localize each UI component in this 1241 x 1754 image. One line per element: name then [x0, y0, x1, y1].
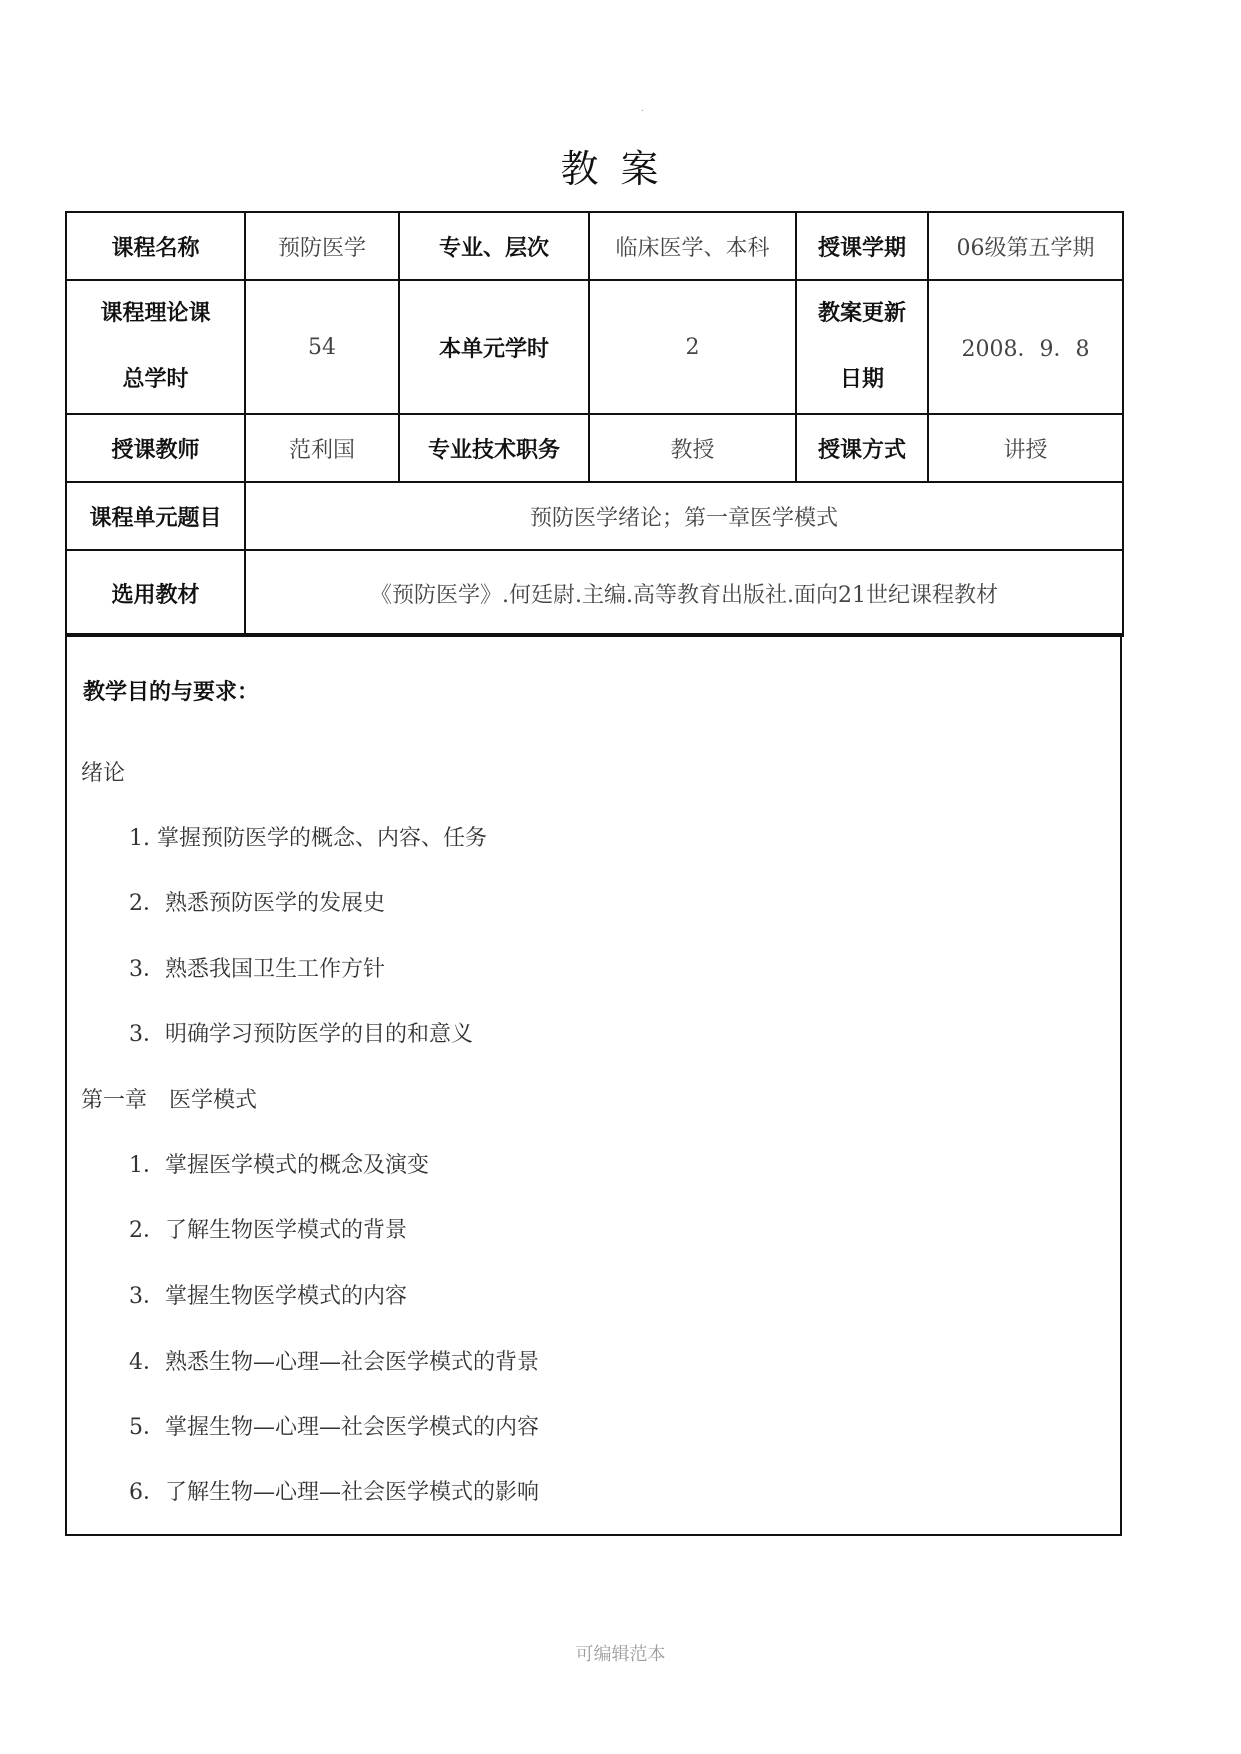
info-row-course	[66, 212, 1123, 280]
unit-hours-label: 本单元学时	[399, 280, 589, 414]
course-name-label: 课程名称	[66, 212, 245, 280]
semester-value: 06级第五学期	[928, 212, 1123, 280]
chapter-item: 1．掌握医学模式的概念及演变	[129, 1153, 429, 1178]
unit-topic-label: 课程单元题目	[66, 482, 245, 550]
info-row-unit-topic	[66, 482, 1123, 550]
update-date-value: 2008．9．8	[928, 280, 1123, 414]
page-footer: 可编辑范本	[575, 1644, 666, 1665]
intro-heading: 绪论	[81, 761, 126, 786]
textbook-label: 选用教材	[66, 550, 245, 636]
chapter-item: 5．掌握生物—心理—社会医学模式的内容	[129, 1415, 539, 1440]
chapter-item: 6．了解生物—心理—社会医学模式的影响	[129, 1480, 539, 1505]
intro-item: 3．明确学习预防医学的目的和意义	[129, 1022, 473, 1047]
intro-item: 3．熟悉我国卫生工作方针	[129, 957, 385, 982]
teaching-method-label: 授课方式	[796, 414, 928, 482]
intro-item: 2．熟悉预防医学的发展史	[129, 891, 385, 916]
chapter-item: 2．了解生物医学模式的背景	[129, 1218, 407, 1243]
major-level-value: 临床医学、本科	[589, 212, 796, 280]
info-row-hours	[66, 280, 1123, 414]
total-hours-value: 54	[245, 280, 399, 414]
teacher-label: 授课教师	[66, 414, 245, 482]
page-title: 教案	[560, 147, 681, 191]
objectives-box	[65, 633, 1122, 1536]
info-row-teacher	[66, 414, 1123, 482]
update-date-label-line2: 日期	[839, 367, 884, 392]
major-level-label: 专业、层次	[399, 212, 589, 280]
update-date-label	[796, 280, 928, 414]
semester-label: 授课学期	[796, 212, 928, 280]
total-hours-label-line1: 课程理论课	[100, 301, 211, 326]
unit-hours-value: 2	[589, 280, 796, 414]
teaching-method-value: 讲授	[928, 414, 1123, 482]
objectives-heading: 教学目的与要求：	[83, 680, 260, 705]
professional-title-label: 专业技术职务	[399, 414, 589, 482]
update-date-label-line1: 教案更新	[817, 301, 906, 326]
total-hours-label	[66, 280, 245, 414]
chapter-item: 3．掌握生物医学模式的内容	[129, 1284, 407, 1309]
chapter-heading: 第一章 医学模式	[81, 1088, 258, 1113]
course-info-table	[65, 211, 1124, 637]
textbook-value: 《预防医学》.何廷尉.主编.高等教育出版社.面向21世纪课程教材	[245, 550, 1123, 636]
page-marker-dot: .	[641, 104, 644, 114]
course-name-value: 预防医学	[245, 212, 399, 280]
info-row-textbook	[66, 550, 1123, 636]
professional-title-value: 教授	[589, 414, 796, 482]
total-hours-label-line2: 总学时	[122, 367, 189, 392]
intro-item: 1. 掌握预防医学的概念、内容、任务	[129, 826, 487, 851]
chapter-item: 4．熟悉生物—心理—社会医学模式的背景	[129, 1350, 539, 1375]
unit-topic-value: 预防医学绪论；第一章医学模式	[245, 482, 1123, 550]
teacher-value: 范利国	[245, 414, 399, 482]
